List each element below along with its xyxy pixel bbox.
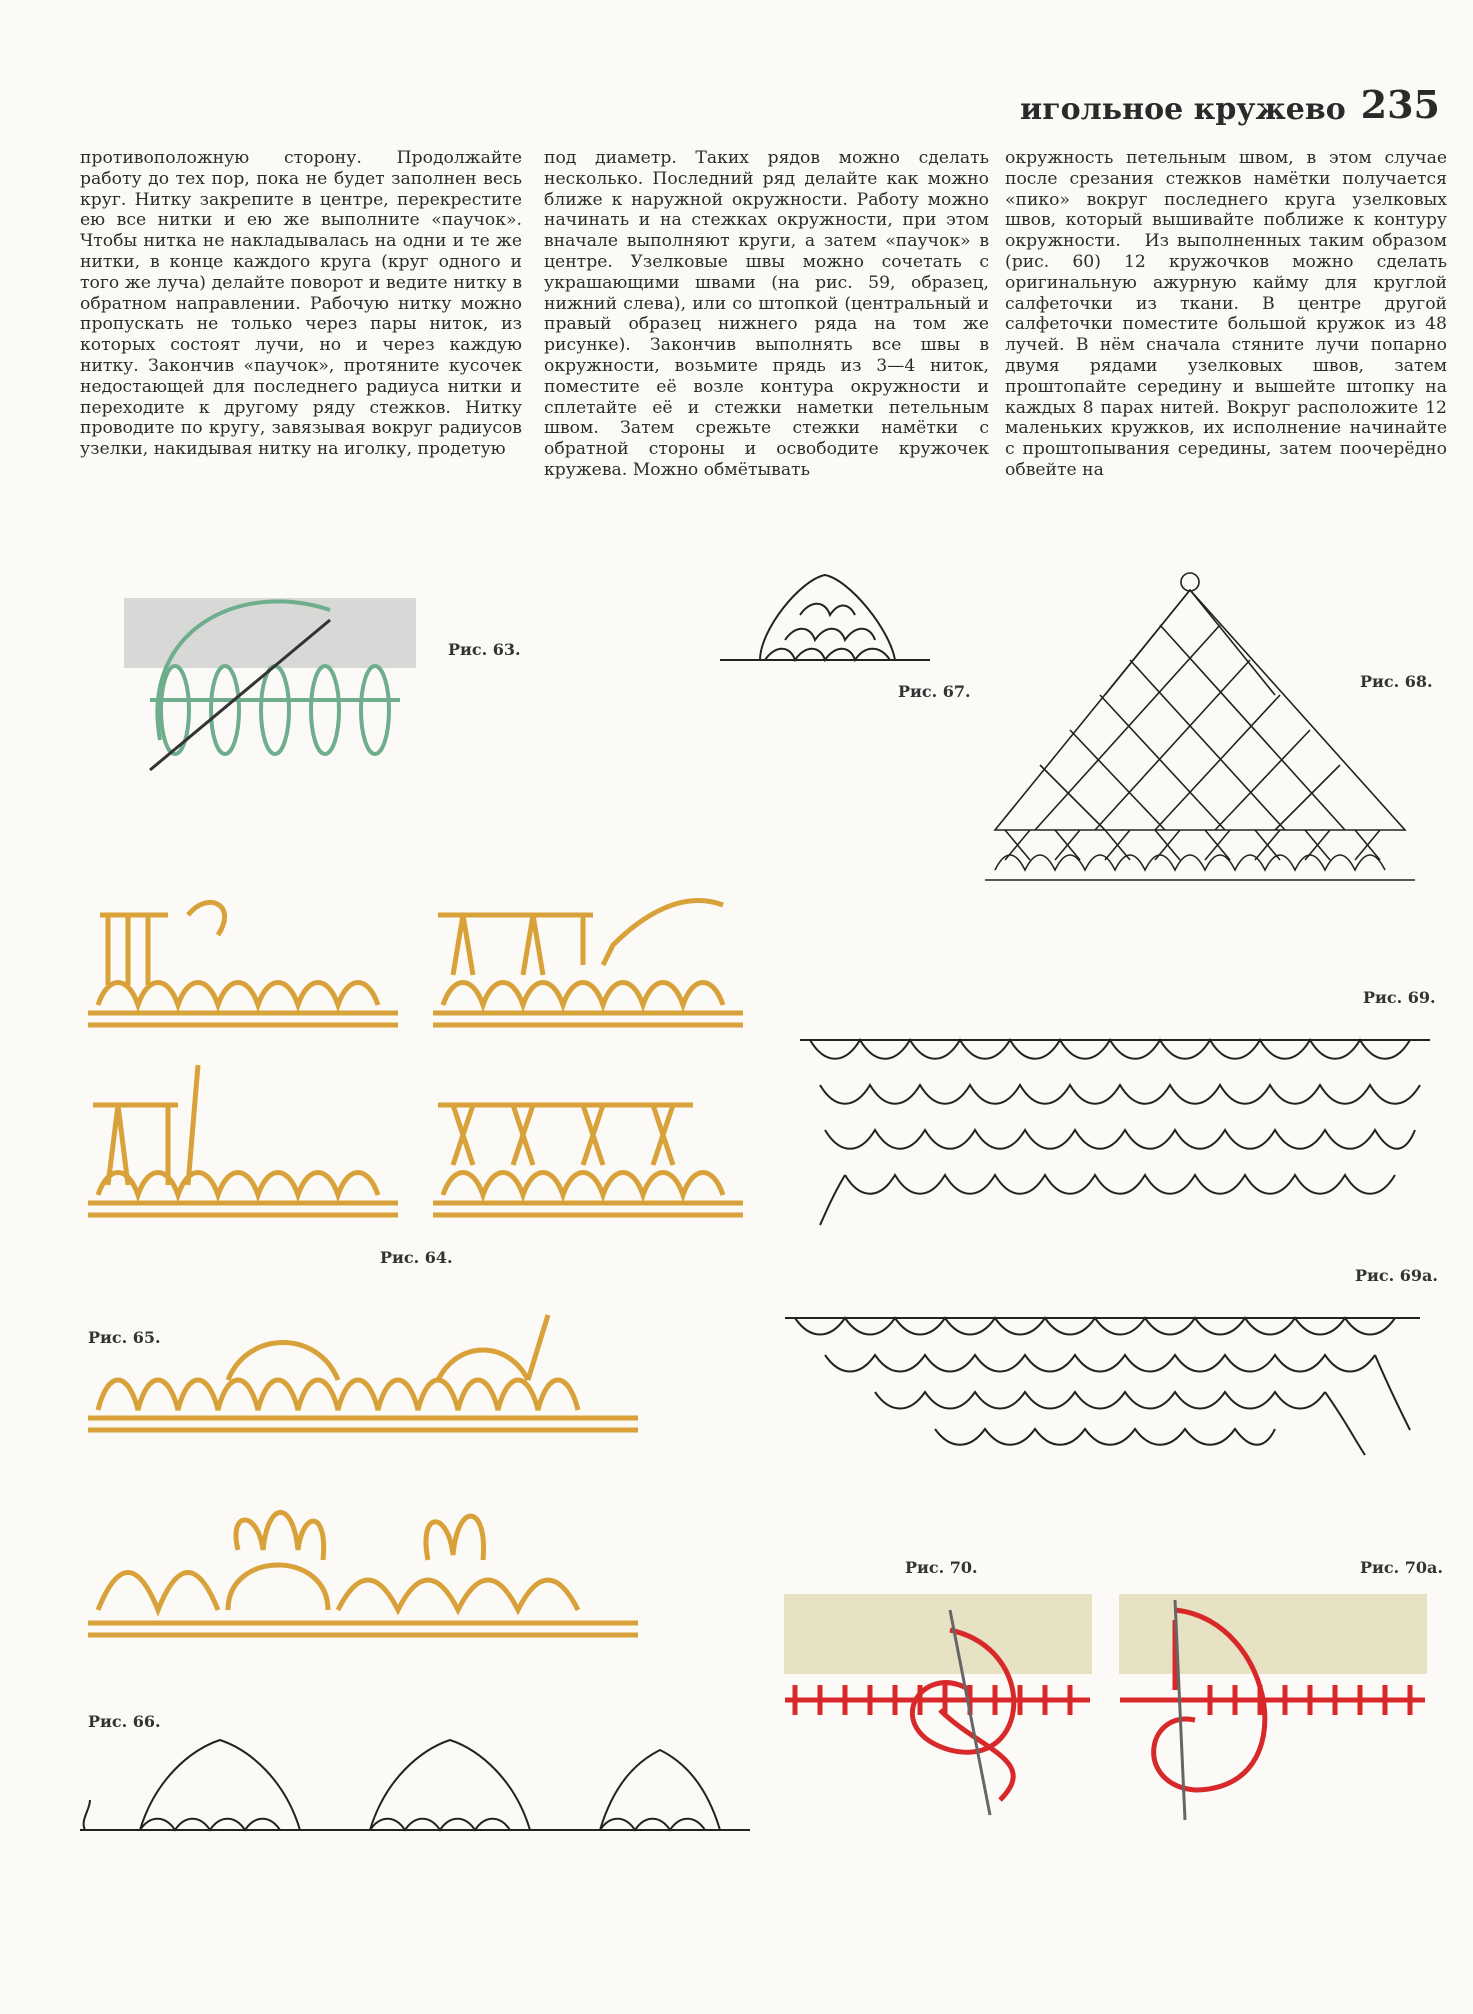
caption-fig65: Рис. 65. <box>88 1328 161 1347</box>
caption-fig66: Рис. 66. <box>88 1712 161 1731</box>
text-column-3: окружность петельным швом, в этом случае после срезания стежков намётки получается «пико» вокруг последнего круга узелковых швов, который вышивайте поближе к контуру окружности. Из выполненных таким образом (рис. 60) 12 кружочков можно сделать оригинальную ажурную кайму для круглой салфеточки из ткани. В центре другой салфеточки поместите большой кружок из 48 лучей. В нём сначала стяните лучи попарно двумя рядами узелковых швов, затем проштопайте середину и вышейте штопку на каждых 8 парах нитей. Вокруг расположите 12 маленьких кружков, их исполнение начинайте с проштопывания середины, затем поочерёдно обвейте на <box>1005 148 1447 480</box>
figure-67-illustration <box>720 570 940 670</box>
figure-70-illustration <box>780 1590 1100 1830</box>
figure-70a-illustration <box>1115 1590 1435 1830</box>
text-column-1: противоположную сторону. Продолжайте работу до тех пор, пока не будет заполнен весь круг. Нитку закрепите в центре, перекрестите ею все нитки и ею же выполните «паучок». Чтобы нитка не накладывалась на одни и те же нитки, в конце каждого круга (круг одного и того же луча) делайте поворот и ведите нитку в обратном направлении. Рабочую нитку можно пропускать не только через пары ниток, из которых состоят лучи, но и через каждую нитку. Закончив «паучок», протяните кусочек недостающей для последнего радиуса нитки и переходите к другому ряду стежков. Нитку проводите по кругу, завязывая вокруг радиусов узелки, накидывая нитку на иголку, продетую <box>80 148 522 460</box>
caption-fig69: Рис. 69. <box>1363 988 1436 1007</box>
figure-69a-illustration <box>785 1310 1425 1460</box>
figure-69-illustration <box>800 1030 1440 1230</box>
caption-fig70a: Рис. 70а. <box>1360 1558 1443 1577</box>
caption-fig64: Рис. 64. <box>380 1248 453 1267</box>
figure-68-illustration <box>985 570 1425 910</box>
figure-66-illustration <box>80 1720 760 1860</box>
caption-fig67: Рис. 67. <box>898 682 971 701</box>
caption-fig63: Рис. 63. <box>448 640 521 659</box>
section-title: игольное кружево <box>1020 92 1346 127</box>
text-column-2: под диаметр. Таких рядов можно сделать несколько. Последний ряд делайте как можно ближе к наружной окружности. Работу можно начинать и на стежках окружности, при этом вначале выполняют круги, а затем «паучок» в центре. Узелковые швы можно сочетать с украшающими швами (на рис. 59, образец, нижний слева), или со штопкой (центральный и правый образец нижнего ряда на том же рисунке). Закончив выполнять все швы в окружности, возьмите прядь из 3—4 ниток, поместите её возле контура окружности и сплетайте её и стежки наметки петельным швом. Затем срежьте стежки намётки с обратной стороны и освободите кружочек кружева. Можно обмётывать <box>544 148 989 480</box>
page-number: 235 <box>1360 82 1440 127</box>
page-header <box>1020 82 1440 142</box>
caption-fig70: Рис. 70. <box>905 1558 978 1577</box>
caption-fig68: Рис. 68. <box>1360 672 1433 691</box>
caption-fig69a: Рис. 69а. <box>1355 1266 1438 1285</box>
figure-64-illustration <box>88 895 748 1235</box>
figure-63-illustration <box>120 590 420 790</box>
figure-65-illustration <box>88 1310 648 1650</box>
